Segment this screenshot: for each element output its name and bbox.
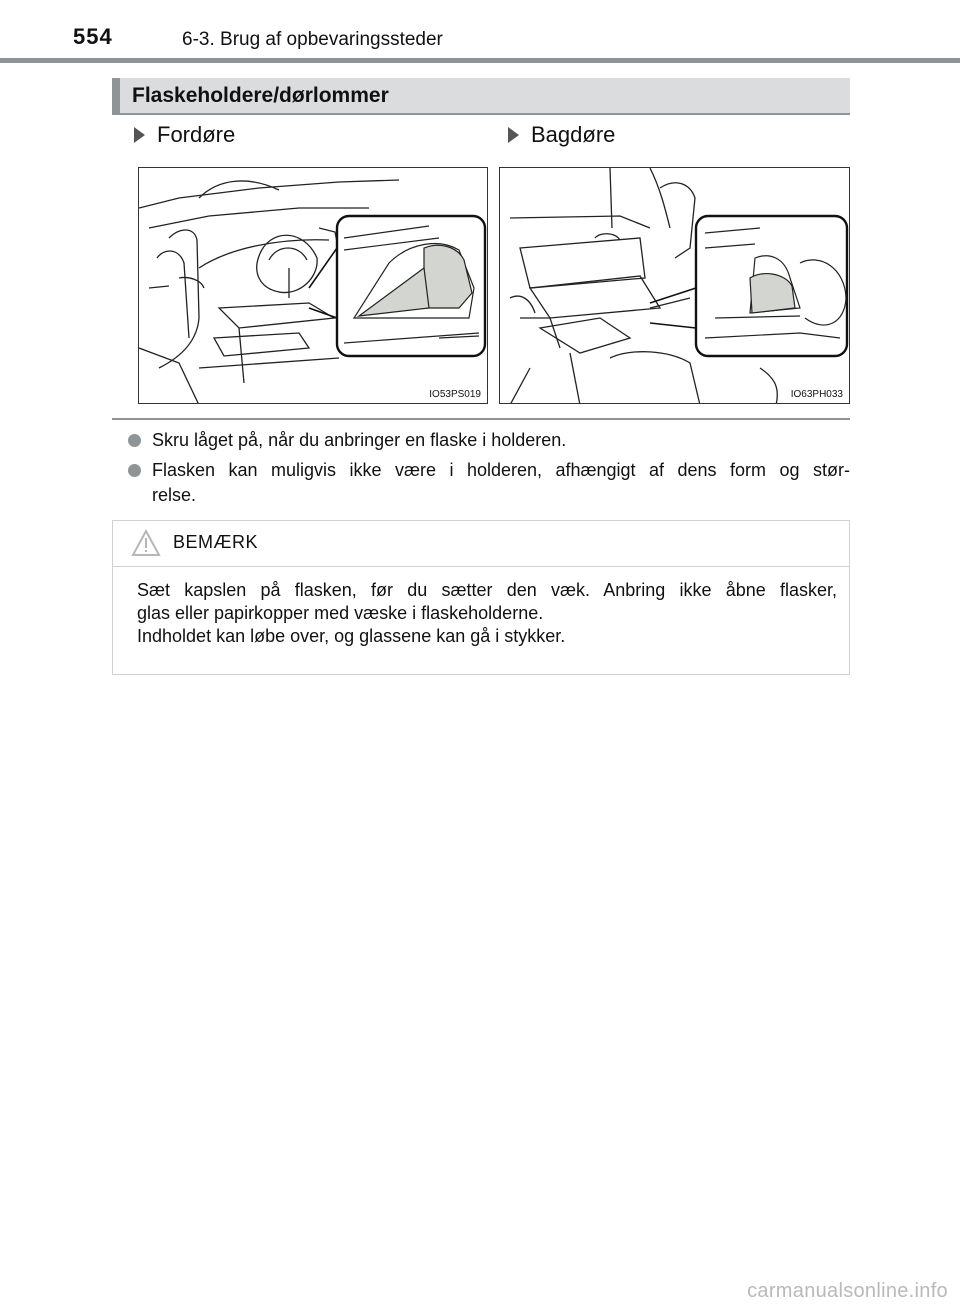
bullet-dot (128, 434, 141, 447)
front-door-illustration (139, 168, 488, 404)
notice-box (112, 520, 850, 675)
figure-code-rear: IO63PH033 (790, 389, 843, 400)
section-divider (112, 113, 850, 115)
caption-rear-doors (508, 122, 615, 148)
figure-code-front: IO53PS019 (429, 389, 481, 400)
bullet-item (128, 428, 850, 453)
header-divider (0, 58, 960, 63)
triangle-right-icon (508, 127, 519, 143)
notice-line: glas eller papirkopper med væske i flaskeholderne. (137, 603, 544, 623)
bullet-item (128, 458, 850, 508)
watermark: carmanualsonline.info (747, 1280, 948, 1302)
section-heading (112, 78, 850, 114)
bullet-text: Skru låget på, når du anbringer en flaske i holderen. (152, 430, 567, 450)
chapter-title: 6-3. Brug af opbevaringssteder (182, 29, 443, 50)
notice-header (113, 521, 849, 567)
triangle-right-icon (134, 127, 145, 143)
warning-triangle-icon (131, 529, 161, 557)
section-title: Flaskeholdere/dørlommer (132, 84, 389, 107)
bullet-dot (128, 464, 141, 477)
bullet-text-continued: relse. (152, 485, 197, 505)
notice-title: BEMÆRK (173, 532, 259, 552)
notice-line: Indholdet kan løbe over, og glassene kan gå i stykker. (137, 626, 566, 646)
page-number: 554 (73, 24, 113, 49)
caption-rear-doors-label: Bagdøre (531, 122, 616, 147)
figure-rear-door (499, 167, 850, 404)
notice-body (137, 579, 837, 648)
bullet-text: Flasken kan muligvis ikke være i holderen, afhængigt af dens form og stør- (152, 460, 850, 480)
figure-divider (112, 418, 850, 420)
notice-line: Sæt kapslen på flasken, før du sætter den væk. Anbring ikke åbne flasker, (137, 580, 837, 600)
figure-front-door (138, 167, 488, 404)
caption-front-doors (134, 122, 235, 148)
rear-door-illustration (500, 168, 850, 404)
caption-front-doors-label: Fordøre (157, 122, 236, 147)
